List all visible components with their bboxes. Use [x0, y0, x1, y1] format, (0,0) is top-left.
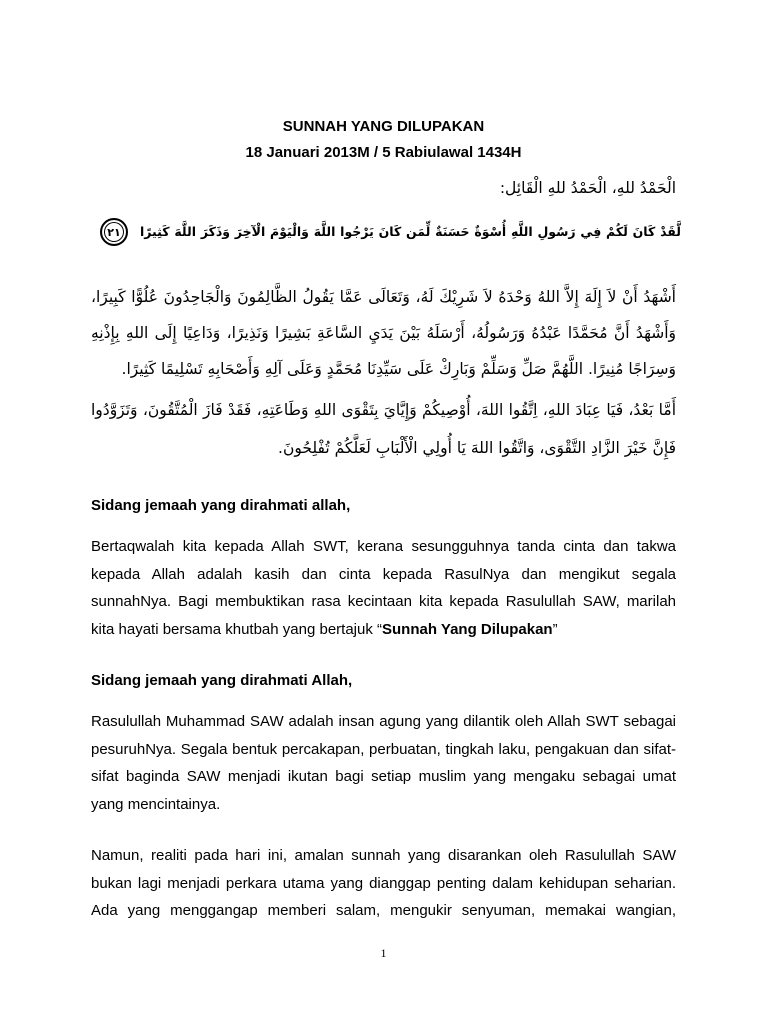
closing-quote: ” — [552, 620, 558, 638]
arabic-opening-praise: الْحَمْدُ للهِ، الْحَمْدُ للهِ الْقَائِل: — [499, 179, 676, 197]
arabic-shahada-line-3: وَسِرَاجًا مُنِيرًا. اللَّهُمَّ صَلِّ وَسَلِّمْ وَبَارِكْ عَلَى سَيِّدِنَا مُحَمَّدٍ وَعَلَى آلِهِ وَأَصْحَابِهِ تَسْلِيمًا كَثِيرًا. — [121, 360, 676, 378]
verse-number-ornament — [100, 218, 128, 246]
arabic-shahada-line-2: وَأَشْهَدُ أَنَّ مُحَمَّدًا عَبْدُهُ وَرَسُولُهُ، أَرْسَلَهُ بَيْنَ يَدَيِ السَّاعَةِ بَشِيرًا وَنَذِيرًا، وَدَاعِيًا إِلَى اللهِ بِإِذْنِهِ — [91, 324, 676, 342]
paragraph-reality: Namun, realiti pada hari ini, amalan sunnah yang disarankan oleh Rasulullah SAW bukan lagi menjadi perkara utama yang dianggap penting dalam kehidupan seharian. Ada yang menggangap memberi salam, mengukir senyuman, memakai wangian, — [91, 847, 676, 919]
salutation-heading-1: Sidang jemaah yang dirahmati allah, — [91, 497, 351, 514]
salutation-heading-2: Sidang jemaah yang dirahmati Allah, — [91, 672, 353, 689]
paragraph-rasulullah: Rasulullah Muhammad SAW adalah insan agung yang dilantik oleh Allah SWT sebagai pesuruhNya. Segala bentuk percakapan, perbuatan, tingkah laku, pengakuan dan sifat-sifat baginda SAW menjadi ikutan bagi setiap muslim yang mengaku sebagai umat yang mencintainya. — [91, 713, 676, 813]
quran-verse-text: لَّقَدْ كَانَ لَكُمْ فِي رَسُولِ اللَّهِ أُسْوَةٌ حَسَنَةٌ لِّمَن كَانَ يَرْجُوا اللَّهَ وَالْيَوْمَ الْآخِرَ وَذَكَرَ اللَّهَ كَثِيرًا — [140, 224, 681, 239]
document-date: 18 Januari 2013M / 5 Rabiulawal 1434H — [245, 144, 522, 161]
paragraph-intro-text: Bertaqwalah kita kepada Allah SWT, kerana sesungguhnya tanda cinta dan takwa kepada Allah adalah kasih dan cinta kepada RasulNya dan mengikut segala sunnahNya. Bagi membuktikan rasa kecintaan kita kepada Rasulullah SAW, marilah kita hayati bersama khutbah yang bertajuk “ — [91, 538, 676, 638]
quran-verse — [100, 210, 681, 254]
verse-number: ٢١ — [107, 225, 121, 239]
arabic-shahada-paragraph — [91, 279, 676, 387]
arabic-wasiat-line-2: فَإِنَّ خَيْرَ الزَّادِ التَّقْوَى، وَاتَّقُوا اللهَ يَا أُولِي الْأَلْبَابِ لَعَلَّكُمْ تُفْلِحُونَ. — [278, 439, 676, 457]
arabic-wasiat-line-1: أَمَّا بَعْدُ، فَيَا عِبَادَ اللهِ، اِتَّقُوا اللهَ، أُوْصِيكُمْ وَإِيَّايَ بِتَقْوَى اللهِ وَطَاعَتِهِ، فَقَدْ فَازَ الْمُتَّقُونَ، وَتَزَوَّدُوا — [91, 401, 676, 419]
arabic-wasiat-paragraph — [91, 391, 676, 467]
document-title: SUNNAH YANG DILUPAKAN — [282, 118, 485, 135]
khutbah-title-emphasis: Sunnah Yang Dilupakan — [382, 620, 553, 638]
paragraph-intro — [91, 533, 676, 643]
arabic-shahada-line-1: أَشْهَدُ أَنْ لاَ إِلَهَ إِلاَّ اللهُ وَحْدَهُ لاَ شَرِيْكَ لَهُ، وَتَعَالَى عَمَّا يَقُولُ الظَّالِمُونَ وَالْجَاحِدُونَ عُلُوًّا كَبِيرًا، — [91, 288, 676, 306]
page-number: 1 — [380, 946, 387, 960]
document-header — [91, 114, 676, 166]
